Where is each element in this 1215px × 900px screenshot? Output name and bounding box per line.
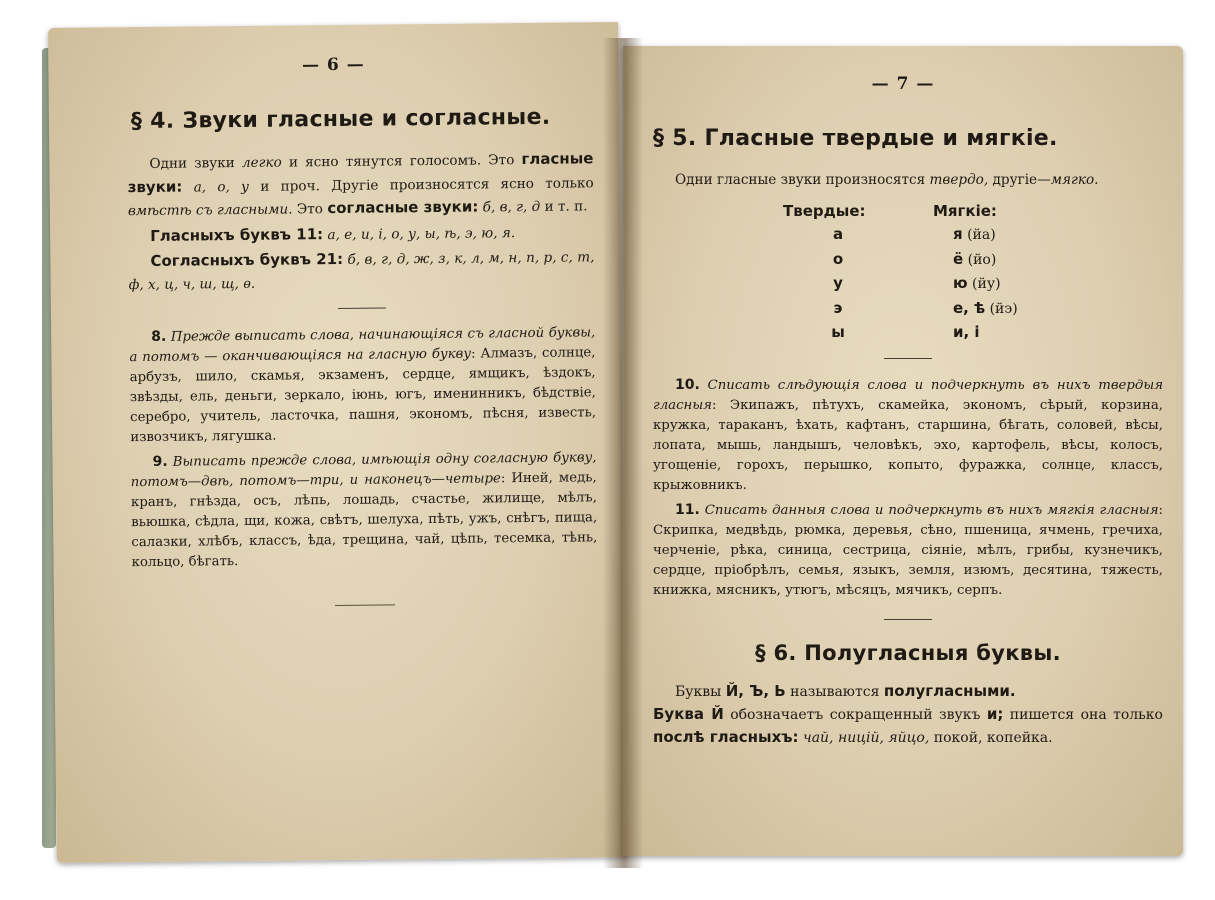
soft-vowel-letter: ё xyxy=(953,249,964,268)
open-book xyxy=(48,28,1183,863)
soft-vowel xyxy=(933,248,1083,273)
soft-vowel-letter: ю xyxy=(953,274,968,292)
bottom-divider xyxy=(335,604,395,606)
right-page xyxy=(623,46,1183,856)
exercise-9: 9. Выписать прежде слова, имѣющія одну согласную букву, потомъ—двѣ, потомъ—три, и наконецъ—четыре: Иней, медь, кранъ, гнѣзда, осъ, лѣпь, лошадь, счастье, жилище, мѣлъ, вьюшка, сѣдла, щи, кожа, свѣтъ, шелуха, пѣть, ужъ, снѣгъ, пища, салазки, хлѣбъ, классъ, ѣда, трещина, чай, цѣпь, тесемка, тѣнь, кольцо, бѣгать. xyxy=(130,450,598,571)
soft-vowel xyxy=(933,223,1083,248)
heading-section-5: § 5. Гласные твердые и мягкіе. xyxy=(653,126,1058,151)
soft-header: Мягкіе: xyxy=(933,201,997,220)
hard-header: Твердые: xyxy=(783,201,866,220)
soft-vowel-note: (йа) xyxy=(962,227,996,243)
intro-paragraph-5: Одни гласные звуки произносятся твердо, другіе—мягко. xyxy=(675,172,1099,188)
exercise-8: 8. Прежде выписать слова, начинающіяся съ гласной буквы, а потомъ — оканчивающіяся на гласную букву: Алмазъ, солнце, арбузъ, шило, скамья, экзаменъ, сердце, ямщикъ, ѣздокъ, звѣзды, ель, деньги, зеркало, іюнь, югъ, именинникъ, бѣдствіе, серебро, учитель, ласточка, пашня, экономъ, пѣсня, известь, извозчикъ, лягушка. xyxy=(129,325,597,446)
left-page xyxy=(48,22,627,863)
soft-vowel-letter: и, і xyxy=(953,323,980,341)
page-number-6: — 6 — xyxy=(301,54,365,76)
page-number-7: — 7 — xyxy=(871,74,935,94)
consonant-letters-line: Согласныхъ буквъ 21: б, в, г, д, ж, з, к, л, м, н, п, р, с, т, ф, х, ц, ч, ш, щ, ѳ. xyxy=(128,249,595,293)
exercise-11: 11. Списать данныя слова и подчеркнуть въ нихъ мягкія гласныя: Скрипка, медвѣдь, рюмка, деревья, сѣно, пшеница, ячмень, гречиха, черченіе, рѣка, синица, сестрица, сіяніе, мѣлъ, грибы, кузнечикъ, сердце, пріобрѣлъ, семья, языкъ, земля, изюмъ, десятина, тяжесть, книжка, мясникъ, утюгъ, мѣсяцъ, мячикъ, серпъ. xyxy=(653,501,1163,598)
soft-vowel-note: (йу) xyxy=(967,276,1001,292)
divider-2 xyxy=(884,358,932,359)
heading-section-6: § 6. Полугласныя буквы. xyxy=(755,640,1061,665)
section-6-paragraph: Буквы Й, Ъ, Ь называются полугласными. Буква Й обозначаетъ сокращенный звукъ и; пишется она только послѣ гласныхъ: чай, ницій, яйцо, покой, копейка. xyxy=(653,682,1163,746)
heading-section-4: § 4. Звуки гласные и согласные. xyxy=(130,104,551,135)
soft-vowel-note: (йэ) xyxy=(985,300,1018,317)
exercise-10: 10. Списать слѣдующія слова и подчеркнуть въ нихъ твердыя гласныя: Экипажъ, пѣтухъ, скамейка, экономъ, сѣрый, корзина, кружка, тараканъ, ѣхать, кафтанъ, старшина, бѣгать, соловей, вѣсы, лопата, мышь, ландышъ, человѣкъ, эхо, картофель, вѣсы, колосъ, угощеніе, горохъ, перышко, копыто, фуражка, солнце, классъ, крыжовникъ. xyxy=(653,376,1163,493)
soft-vowel xyxy=(933,321,1083,346)
hard-vowel: ы xyxy=(831,323,845,341)
hard-vowel: а xyxy=(832,225,844,243)
soft-vowel-letter: е, ѣ xyxy=(953,298,986,317)
intro-paragraph: Одни звуки легко и ясно тянутся голосомъ. Это гласные звуки: а, о, у и проч. Другіе произносятся ясно только вмѣстѣ съ гласными. Это согласные звуки: б, в, г, д и т. п. xyxy=(127,149,594,220)
vowel-letters-line: Гласныхъ буквъ 11: а, е, и, і, о, у, ы, ѣ, э, ю, я. xyxy=(150,224,516,245)
soft-vowel xyxy=(933,297,1083,322)
divider xyxy=(338,307,386,309)
divider-3 xyxy=(884,619,932,620)
hard-vowel: о xyxy=(832,249,844,268)
soft-vowel-letter: я xyxy=(953,225,963,243)
vowel-table xyxy=(783,200,1163,346)
soft-vowel-note: (йо) xyxy=(963,251,997,268)
hard-vowel: э xyxy=(833,298,843,317)
hard-vowel: у xyxy=(833,274,843,292)
soft-vowel xyxy=(933,272,1083,297)
